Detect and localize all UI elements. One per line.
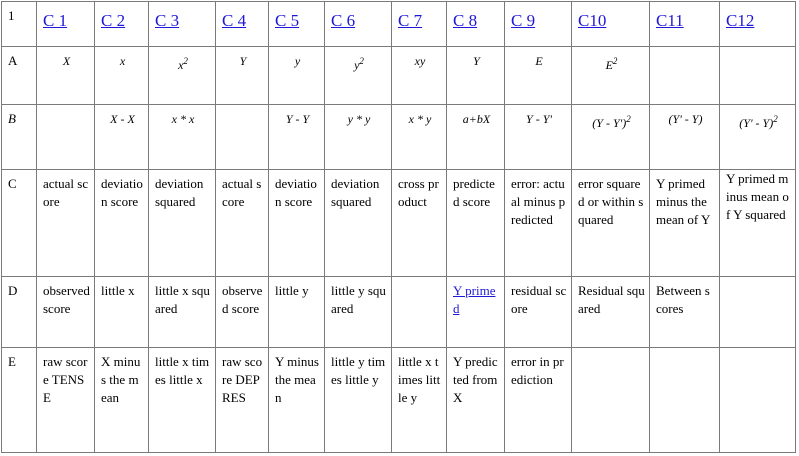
formula-cell: y * y <box>325 105 392 170</box>
description-cell: little y <box>269 276 325 347</box>
column-link-c5[interactable]: C 5 <box>275 11 300 30</box>
table-row-b <box>2 105 796 170</box>
table-row-d <box>2 276 796 347</box>
description-cell: deviation score <box>269 170 325 276</box>
column-link-c1[interactable]: C 1 <box>43 11 68 30</box>
row-label: E <box>2 347 37 452</box>
description-cell: Y primed minus mean of Y squared <box>720 170 796 276</box>
description-cell: little x times little x <box>149 347 216 452</box>
formula-cell <box>216 105 269 170</box>
formula-cell <box>37 105 95 170</box>
description-cell: Residual squared <box>572 276 650 347</box>
description-cell: observed score <box>216 276 269 347</box>
column-link-c2[interactable]: C 2 <box>101 11 126 30</box>
description-cell <box>392 276 447 347</box>
description-cell: raw score DEPRES <box>216 347 269 452</box>
table-row-e <box>2 347 796 452</box>
formula-cell: x * y <box>392 105 447 170</box>
column-link-c9[interactable]: C 9 <box>511 11 536 30</box>
description-cell: Between scores <box>650 276 720 347</box>
formula-cell: Y - Y' <box>505 105 572 170</box>
description-cell: actual score <box>216 170 269 276</box>
description-cell: little y times little y <box>325 347 392 452</box>
description-cell: actual score <box>37 170 95 276</box>
row-label: D <box>2 276 37 347</box>
description-cell: little x times little y <box>392 347 447 452</box>
formula-cell: (Y - Y')$^2$ <box>572 105 650 170</box>
column-link-c6[interactable]: C 6 <box>331 11 356 30</box>
symbol-cell: X <box>37 46 95 105</box>
description-cell: Y minus the mean <box>269 347 325 452</box>
description-cell: X minus the mean <box>95 347 149 452</box>
formula-cell: Y - Y <box>269 105 325 170</box>
description-cell: deviation score <box>95 170 149 276</box>
formula-cell: (Y' - Y) <box>650 105 720 170</box>
column-link-c4[interactable]: C 4 <box>222 11 247 30</box>
y-primed-link[interactable]: Y primed <box>453 282 496 316</box>
symbol-cell: x <box>95 46 149 105</box>
description-cell: error: actual minus predicted <box>505 170 572 276</box>
row-label: A <box>2 46 37 105</box>
row-label: 1 <box>2 2 37 47</box>
formula-cell: x * x <box>149 105 216 170</box>
description-cell <box>720 276 796 347</box>
symbol-cell: y <box>269 46 325 105</box>
symbol-cell <box>720 46 796 105</box>
description-cell: raw score TENSE <box>37 347 95 452</box>
description-cell: error squared or within squared <box>572 170 650 276</box>
description-cell: error in prediction <box>505 347 572 452</box>
description-cell <box>572 347 650 452</box>
formula-cell: a+bX <box>447 105 505 170</box>
formula-table <box>1 1 796 453</box>
symbol-cell: $y^2$ <box>325 46 392 105</box>
description-cell: little x <box>95 276 149 347</box>
description-cell <box>720 347 796 452</box>
column-link-c8[interactable]: C 8 <box>453 11 478 30</box>
column-link-c11[interactable]: C11 <box>656 11 684 30</box>
description-cell: residual score <box>505 276 572 347</box>
description-cell: deviation squared <box>325 170 392 276</box>
symbol-cell: xy <box>392 46 447 105</box>
table-row-c <box>2 170 796 276</box>
description-cell: cross product <box>392 170 447 276</box>
description-cell: Y predicted from X <box>447 347 505 452</box>
column-link-c12[interactable]: C12 <box>726 11 755 30</box>
column-link-c7[interactable]: C 7 <box>398 11 423 30</box>
symbol-cell <box>650 46 720 105</box>
column-link-c3[interactable]: C 3 <box>155 11 180 30</box>
symbol-cell: $E^2$ <box>572 46 650 105</box>
description-cell <box>650 347 720 452</box>
symbol-cell: Y <box>447 46 505 105</box>
symbol-cell: $x^2$ <box>149 46 216 105</box>
description-cell: Y primed minus the mean of Y <box>650 170 720 276</box>
description-cell: little x squared <box>149 276 216 347</box>
description-cell: deviation squared <box>149 170 216 276</box>
formula-cell: (Y' - Y)$^2$ <box>720 105 796 170</box>
description-cell: predicted score <box>447 170 505 276</box>
row-label: C <box>2 170 37 276</box>
description-cell: little y squared <box>325 276 392 347</box>
row-label: B <box>2 105 37 170</box>
table-row-a <box>2 46 796 105</box>
description-cell <box>447 276 505 347</box>
table-row-header <box>2 2 796 47</box>
description-cell: observed score <box>37 276 95 347</box>
formula-cell: X - X <box>95 105 149 170</box>
symbol-cell: E <box>505 46 572 105</box>
column-link-c10[interactable]: C10 <box>578 11 607 30</box>
symbol-cell: Y <box>216 46 269 105</box>
